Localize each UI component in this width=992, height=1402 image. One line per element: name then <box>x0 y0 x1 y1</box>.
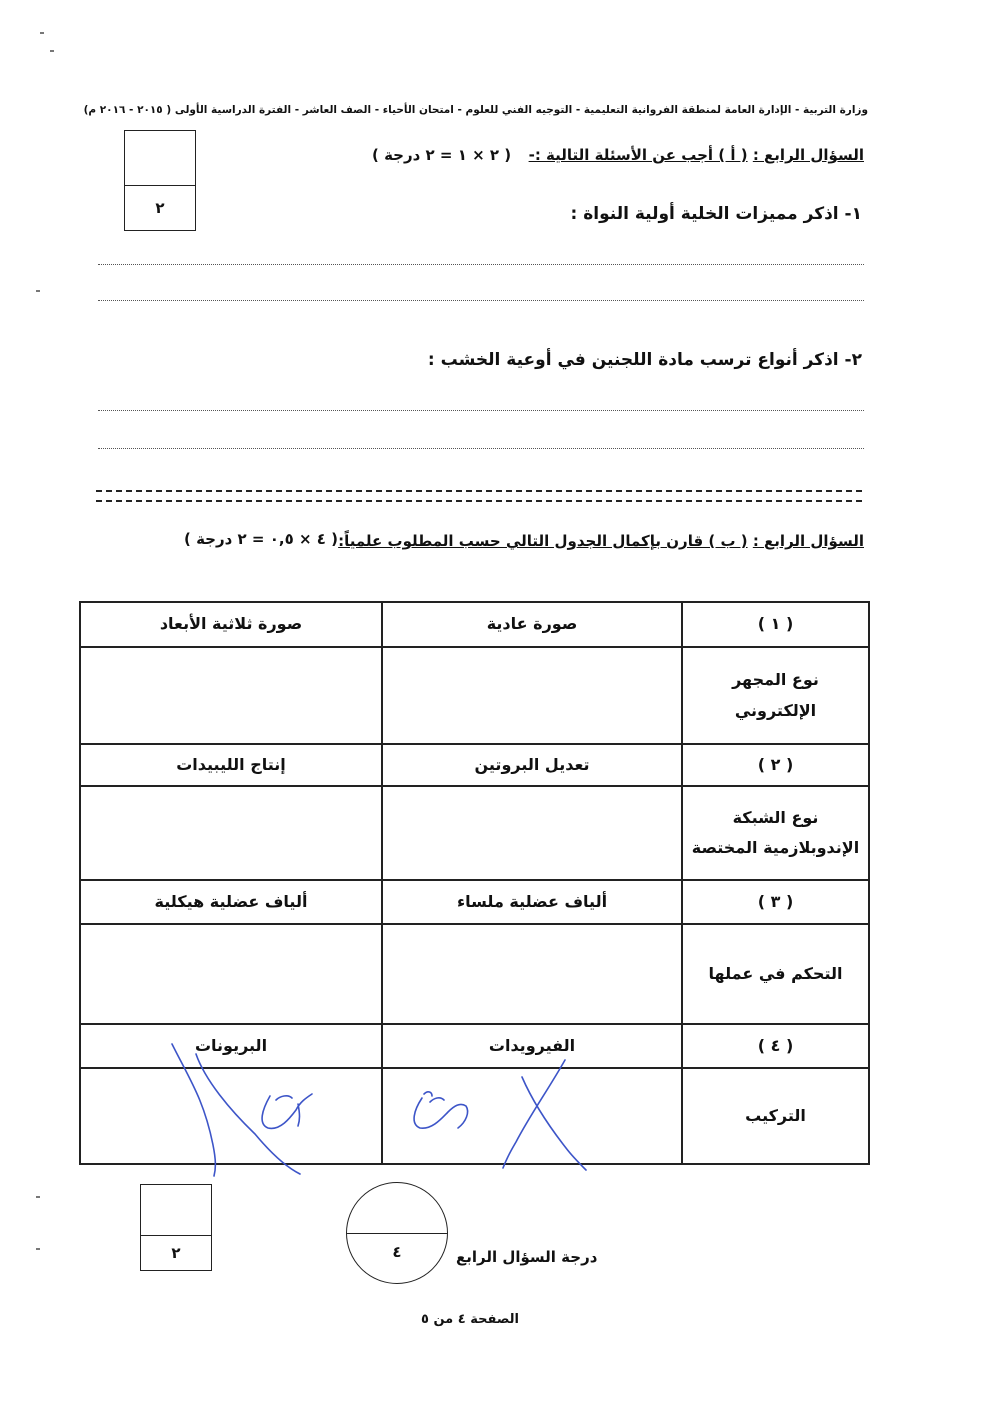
part-b-title-prefix: السؤال الرابع : <box>752 532 864 550</box>
row-label: التحكم في عملها <box>682 924 869 1024</box>
row-label: التركيب <box>682 1068 869 1164</box>
cross-mark-stroke <box>522 1077 586 1170</box>
question-2: ٢- اذكر أنواع ترسب مادة اللجنين في أوعية الخشب : <box>427 350 862 370</box>
grader-initials <box>262 1094 312 1128</box>
row-label: نوع الشبكة الإندوبلازمية المختصة <box>682 786 869 880</box>
total-score-circle <box>346 1182 448 1284</box>
part-b-marks: ( ٤ × ٠,٥ = ٢ درجة ) <box>184 530 338 548</box>
row-label: ( ٤ ) <box>682 1024 869 1068</box>
total-score-label: درجة السؤال الرابع <box>456 1248 598 1266</box>
cross-mark-stroke <box>172 1044 215 1176</box>
footer-box-empty <box>141 1185 211 1236</box>
part-a-title-prefix: السؤال الرابع : <box>752 146 864 164</box>
row-label: نوع المجهر الإلكتروني <box>682 647 869 744</box>
cell-item-b: إنتاج الليبيدات <box>80 744 382 786</box>
cell-item-a: الفيرويدات <box>382 1024 682 1068</box>
circle-divider <box>347 1233 447 1234</box>
row-label: ( ٣ ) <box>682 880 869 924</box>
grader-initials <box>414 1092 468 1128</box>
circle-value: ٤ <box>392 1243 402 1261</box>
cell-item-b: البريونات <box>80 1024 382 1068</box>
question-1: ١- اذكر مميزات الخلية أولية النواة : <box>570 204 862 224</box>
score-box-value: ٢ <box>155 199 165 217</box>
part-a-title-main: ( أ ) أجب عن الأسئلة التالية :- <box>528 146 748 164</box>
cell-item-a: ألياف عضلية ملساء <box>382 880 682 924</box>
footer-box-value: ٢ <box>171 1244 181 1262</box>
cell-item-a: صورة عادية <box>382 602 682 647</box>
cell-item-b: ألياف عضلية هيكلية <box>80 880 382 924</box>
part-a-marks: ( ٢ × ١ = ٢ درجة ) <box>372 146 512 164</box>
part-b-title-main: ( ب ) قارن بإكمال الجدول التالي حسب المطلوب علمياً: <box>338 532 748 550</box>
footer-score-box <box>140 1184 212 1271</box>
cross-mark-stroke <box>503 1060 565 1168</box>
row-label: ( ١ ) <box>682 602 869 647</box>
exam-header: وزارة التربية - الإدارة العامة لمنطقة الفروانية التعليمية - التوجيه الفني للعلوم - امتحان الأحياء - الصف العاشر - الفترة الدراسية الأولى ( ٢٠١٥ - ٢٠١٦ م) <box>83 104 868 116</box>
cell-item-a: تعديل البروتين <box>382 744 682 786</box>
row-label: ( ٢ ) <box>682 744 869 786</box>
cross-mark-stroke <box>196 1054 300 1174</box>
cell-item-b: صورة ثلاثية الأبعاد <box>80 602 382 647</box>
page-number: الصفحة ٤ من ٥ <box>421 1312 519 1327</box>
